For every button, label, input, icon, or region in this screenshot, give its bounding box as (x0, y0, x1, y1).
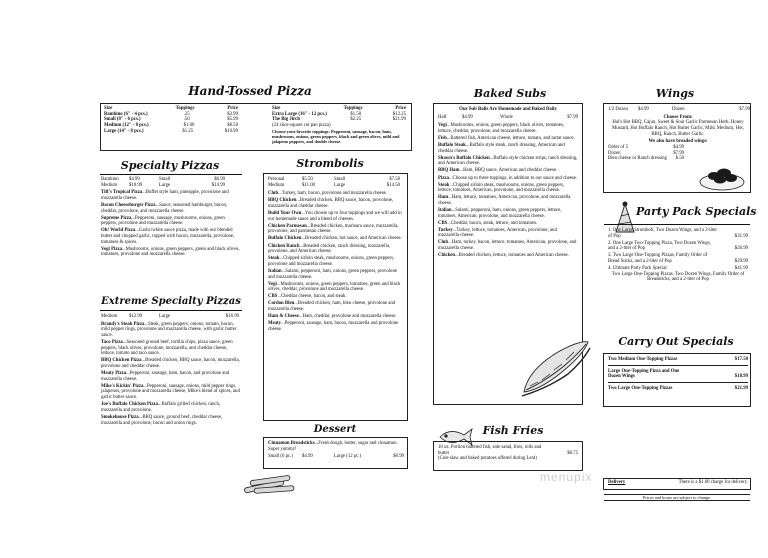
divider (100, 174, 242, 175)
item-name: Steak (268, 256, 280, 262)
specialty-title: Specialty Pizzas (120, 159, 220, 172)
choose-toppings-note: Choose your favorite toppings: Pepperoni, sausage, bacon, ham, mushrooms, onions, green peppers, black and green olives, mild and jalapeno peppers, and double cheese. (272, 128, 400, 144)
menu-item (268, 244, 404, 255)
item-desc: ...Pepperoni, sausage, mushrooms, onions, green peppers, provolone and mozzarella cheese. (101, 215, 225, 227)
price: $31.99 (734, 233, 748, 239)
price: $3.99 (227, 111, 238, 117)
hand-tossed-title: Hand-Tossed Pizza (188, 84, 312, 98)
size: Medium (12" - 8 pcs.) (104, 122, 149, 128)
price: $4.99 (673, 144, 684, 150)
specialty-section (101, 177, 241, 259)
party-pack-item (608, 228, 748, 239)
subs-title: Baked Subs (473, 87, 547, 100)
price: $7.50 (389, 177, 400, 182)
menu-item (101, 203, 241, 214)
item-desc: ...Ham, lettuce, tomatoes, American, provolone, and mozzarella cheese. (438, 195, 571, 206)
item-desc: ...Steak, green peppers, onions, tomato, bacon, mild pepper rings, provolone and mozzarella cheese, with garlic butter sauce. (101, 321, 237, 338)
menu-item (268, 314, 404, 320)
carry-out-section (608, 357, 748, 392)
menu-item (268, 441, 404, 452)
watermark: menupix (540, 470, 593, 484)
item-name: Oh! World Pizza (101, 228, 136, 234)
item-name: Buffalo Steak (438, 143, 466, 149)
item-desc: ...Mushrooms, onions, green peppers, green and black olives, tomatoes, provolone and mozzarella cheese. (101, 246, 240, 258)
item-desc: ...Pepperoni, sausage, ham, bacon, and provolone and mozzarella cheese. (101, 371, 230, 382)
wings-plate-icon (698, 160, 746, 192)
strombolis-section (268, 177, 404, 334)
item-desc: ...Fresh dough, butter, sugar and cinnamon. Super yummy! (268, 441, 398, 452)
price: $14.50 (386, 182, 400, 188)
menu-item (438, 221, 578, 227)
price: $12.99 (129, 314, 143, 319)
menu-item (101, 322, 241, 339)
menu-item (268, 294, 404, 300)
price: $5.99 (227, 117, 238, 123)
strombolis-title: Strombolis (296, 157, 364, 170)
price: $4.99 (129, 177, 140, 182)
item-desc: ...Pepperoni, sausage, onions, mild pepper rings, jalapenos, provolone and mozzarella cheese, Mike's blend of spices, and garlic butter sauce. (101, 383, 240, 401)
choose-from: Choose From: (663, 114, 693, 120)
breaded-wings-title: We also have breaded wings: (648, 139, 708, 145)
menu-item (438, 156, 578, 167)
price: $26.99 (734, 246, 748, 252)
carry-out-title: Carry Out Specials (618, 335, 734, 348)
item-desc: ...Breaded chicken, ham, bleu cheese, provolone and mozzarella cheese. (268, 301, 396, 313)
item-desc: ...Salami, pepperoni, ham, onions, green peppers, provolone and mozzarella cheese. (268, 268, 397, 280)
delivery-label: Delivery (608, 480, 626, 485)
price: $29.99 (734, 259, 748, 265)
wing-flavors: Hal's Hot BBQ, Cajun, Sweet & Sour Garlic Parmesan Herb, Honey Mustard, Hot Buffalo Ranch, Hot Butter Garlic, Mild, Medium, Hot, BBQ, Ranch, Butter Garlic. (612, 120, 744, 137)
item-name: Smokehouse Pizza (101, 414, 139, 420)
item-desc: ...Breaded chicken, marinara sauce, mozzarella, provolone, and parmesan cheese. (268, 223, 399, 235)
menu-item (438, 136, 578, 142)
item-desc: ...Seasoned ground beef, tortilla chips, pizza sauce, green peppers, black olives, provolone, mozzarella, and cheddar cheese, lettuce, tomato and taco sauce. (101, 340, 233, 357)
price: $11.00 (302, 182, 316, 188)
menu-item (101, 340, 241, 357)
price: $6.99 (393, 453, 404, 459)
item-text: Two Large One-Topping Pizzas (608, 385, 673, 391)
item-name: Italian (268, 268, 282, 274)
party-pack-title: Party Pack Specials (636, 205, 757, 218)
item-text: 3. Two Large One-Topping Pizzas, Family Order of Bread Sticks, and a 2-liter of Pop (608, 253, 708, 265)
menu-item (101, 371, 241, 382)
item-name: Tiff's Tropical Pizza (101, 190, 143, 196)
menu-item (268, 256, 404, 267)
extreme-title: Extreme Specialty Pizzas (101, 296, 241, 307)
wings-title: Wings (655, 87, 695, 100)
topping-price: $1.50 (350, 111, 362, 117)
item-name: Chicken (438, 253, 456, 259)
size: Half (438, 114, 447, 120)
col-toppings: Toppings (175, 106, 195, 111)
item-desc: ...Pepperoni, sausage, ham, bacon, mozzarella and provolone cheese. (268, 321, 399, 332)
fish-fry-note: (Cole slaw and baked potatoes offered during Lent) (438, 456, 537, 462)
col-toppings: Toppings (343, 106, 363, 111)
topping-price: $1.25 (182, 128, 194, 134)
menu-item (268, 224, 404, 235)
price: $6.99 (214, 177, 225, 182)
size: Small (334, 177, 346, 182)
item-desc: ...You choose up to four toppings and we will add in our homemade sauce and a blend of cheeses. (268, 211, 402, 222)
item-name: Meaty (268, 321, 282, 327)
menu-item (101, 247, 241, 258)
price: $10.99 (129, 182, 143, 188)
item-name: Supreme Pizza (101, 215, 132, 221)
menu-item (268, 236, 404, 242)
col-price: Price (227, 106, 238, 111)
item-name: CBS (438, 220, 448, 226)
item-name: Pizza (438, 175, 449, 181)
item-desc: ...Turkey, lettuce, tomatoes, American, provolone, and mozzarella cheese. (438, 227, 557, 239)
divider (100, 310, 242, 311)
size: Large (14" - 8 pcs.) (104, 128, 144, 134)
item-text: 1. One Large Stromboli, Two Dozen Wings, and a 2-liter of Pop (608, 228, 717, 239)
wings-section (608, 107, 748, 162)
menu-item (101, 358, 241, 369)
menu-item (438, 228, 578, 239)
fish-fry-desc: 10 oz. Portion battered fish, side salad, fries, rolls and butter (438, 445, 542, 456)
price: $12.25 (392, 111, 406, 117)
price: $10.99 (224, 128, 238, 134)
item-desc: ...Mushrooms, onions, green peppers, black olives, tomatoes, lettuce, cheddar, provolone, and mozzarella cheese. (438, 123, 565, 134)
item-name: Bacon Cheeseburger Pizza (101, 203, 156, 209)
item-name: Brandy's Steak Pizza (101, 321, 145, 327)
item-text: 2. One Large Two-Topping Pizza, Two Dozen Wings, and a 2-liter of Pop (608, 240, 711, 252)
menu-item (438, 143, 578, 154)
size: Personal (268, 177, 285, 182)
item-name: Cordon Bleu (268, 301, 295, 307)
size: Small (159, 177, 171, 182)
price: $14.99 (211, 182, 225, 188)
menu-item (438, 208, 578, 219)
item-text: Large One-Topping Pizza and One Dozen Wings (608, 368, 680, 380)
size: Dozen (608, 150, 621, 156)
carry-out-item (608, 369, 748, 383)
price: $41.99 (734, 266, 748, 272)
topping-price: $1.00 (183, 122, 195, 128)
hand-tossed-right (272, 106, 406, 144)
breadsticks-icon (240, 470, 300, 496)
item-desc: ...Breaded chicken, BBQ sauce, bacon, mozzarella, provolone and cheddar cheese. (101, 358, 240, 370)
party-pack-item-detail: Two Large One-Topping Pizzas, Two Dozen Wings, Family Order of Breadsticks, and a 2-liter of Pop (611, 271, 745, 283)
fish-fries-section (438, 445, 578, 462)
menu-item (268, 321, 404, 332)
item-name: Shawn's Buffalo Chicken (438, 155, 490, 161)
party-pack-section (608, 228, 748, 283)
size: Dozen (672, 107, 685, 112)
size: Large (159, 182, 171, 188)
price: $.50 (675, 156, 684, 162)
price: $16.99 (225, 314, 239, 319)
menu-item (101, 415, 241, 426)
item-desc: ...Ham, cheddar, provolone and mozzarella cheese. (298, 314, 397, 320)
menu-item (438, 240, 578, 251)
size: The Big Jirch (272, 117, 300, 123)
item-name: Meaty Pizza (101, 371, 127, 377)
menu-item (438, 183, 578, 194)
price: $7.99 (739, 107, 750, 112)
size: 1/2 Dozen (608, 107, 628, 112)
item-desc: ...Breaded chicken, hot sauce, and American cheese. (301, 236, 402, 242)
item-name: BBQ Chicken Pizza (101, 358, 142, 364)
carry-out-item (608, 386, 748, 392)
item-desc: ...Sauce, seasoned hamburger, bacon, cheddar, provolone, and mozzarella cheese. (101, 203, 228, 214)
item-name: Vegi (438, 123, 447, 129)
item-name: Buffalo Chicken (268, 236, 302, 242)
item-name: Mike's Kickin' Pizza (101, 383, 144, 389)
item-desc: ...BBQ sauce, ground beef, cheddar cheese, mozzarella and provolone, bacon and onion rings. (101, 414, 223, 426)
price-notice: Prices and hours are subject to change. (604, 494, 750, 501)
item-name: Cinnamon Breadsticks (268, 441, 315, 446)
menu-item (438, 253, 578, 259)
size: Small (6 pc.) (268, 453, 293, 459)
item-desc: ...Battered fish, American cheese, lettuce, tomato, and tartar sauce. (446, 136, 575, 142)
size: Large (159, 314, 171, 319)
item-name: Ham (438, 195, 449, 201)
menu-item (438, 176, 578, 182)
size: Large (334, 182, 346, 188)
item-desc: ...Choose up to three toppings, in addition to our sauce and cheese. (448, 175, 578, 181)
price: $7.99 (673, 150, 684, 156)
item-desc: ...Cheddar cheese, bacon, and steak. (277, 294, 347, 300)
size: Medium (101, 182, 118, 188)
price: $4.99 (462, 114, 473, 120)
item-desc: ...Mushrooms, onions, green peppers, tomatoes, green and black olives, cheddar, provolone and mozzarella cheese. (268, 281, 401, 293)
item-desc: ...Cheddar, bacon, steak, lettuce, and tomatoes. (447, 220, 538, 226)
item-name: Steak (438, 182, 450, 188)
price: $7.99 (567, 114, 578, 120)
menu-item (268, 269, 404, 280)
item-name: Fish (438, 136, 447, 142)
menu-item (268, 282, 404, 293)
cut-note: (24 slice-square cut pan pizza) (272, 122, 331, 128)
party-pack-item (608, 241, 748, 252)
item-name: Taco Pizza (101, 340, 123, 346)
item-name: Club (268, 191, 279, 197)
item-name: BBQ Chicken (268, 198, 297, 204)
price: $4.99 (638, 107, 649, 112)
size: Extra Large (16" - 12 pcs.) (272, 111, 327, 117)
size: Small (8" - 6 pcs.) (104, 117, 141, 123)
menu-item (268, 211, 404, 222)
item-desc: ...Chipped sirloin steak, mushrooms, onions, green peppers, provolone and mozzarella cheese. (268, 256, 395, 267)
item-name: Turkey (438, 227, 453, 233)
fish-fries-title: Fish Fries (482, 424, 544, 437)
item-desc: ...Buffalo grilled chicken, ranch, mozzarella and provolone. (101, 402, 221, 413)
size: Bambino (6" - 4 pcs.) (104, 111, 148, 117)
delivery-text: There is a $1.00 charge for delivery. (678, 480, 748, 485)
item-name: Vegi Pizza (101, 246, 123, 252)
item-desc: ...Chipped sirloin steak, mushrooms, onions, green peppers, lettuce, tomatoes, American, provolone, and mozzarella cheese. (438, 182, 565, 194)
menu-item (438, 123, 578, 134)
item-name: Ham & Cheese (268, 314, 299, 320)
menu-item (101, 190, 241, 201)
item-desc: ...Breaded chicken, ranch dressing, mozzarella, provolone, and American cheese. (268, 243, 391, 255)
item-desc: ...Buffalo style chicken strips, ranch dressing, and American cheese. (438, 155, 578, 167)
menu-item (438, 195, 578, 206)
size: Medium (101, 314, 118, 319)
menu-item (101, 228, 241, 245)
item-name: BBQ Ham (438, 168, 460, 174)
item-text: Two Medium One-Topping Pizzas (608, 357, 678, 362)
price: $21.99 (392, 117, 406, 123)
item-desc: ...Breaded chicken, lettuce, tomatoes and American cheese. (455, 253, 569, 259)
sub-sandwich-icon (518, 330, 594, 404)
size: Whole (500, 114, 513, 120)
size: Medium (268, 182, 285, 188)
size: Bleu cheese or Ranch dressing (608, 156, 667, 162)
dessert-section (268, 441, 404, 459)
menu-item (101, 384, 241, 401)
item-desc: ...Buffet style ham, pineapple, provolone and mozzarella cheese. (101, 190, 229, 201)
menu-item (438, 168, 578, 174)
item-name: Italian (438, 207, 452, 213)
price: $4.99 (302, 453, 313, 459)
price: $21.99 (734, 385, 748, 391)
item-desc: ...Breaded chicken, BBQ sauce, bacon, provolone, mozzarella and cheddar cheese. (268, 198, 394, 210)
subs-section (438, 107, 578, 260)
item-name: Build Your Own (268, 211, 302, 217)
item-desc: ...Ham, turkey, bacon, lettuce, tomatoes, American, provolone, and mozzarella cheese. (438, 240, 577, 252)
carry-out-item (608, 357, 748, 366)
item-name: Chicken Parmesan (268, 223, 307, 229)
party-pack-item (608, 253, 748, 264)
item-name: CBS (268, 294, 278, 300)
col-size: Size (104, 106, 113, 111)
price: $8.75 (567, 450, 578, 456)
extreme-section (101, 314, 241, 428)
price: $8.50 (227, 122, 238, 128)
hand-tossed-left (104, 106, 238, 134)
item-name: Vegi (268, 281, 277, 287)
menu-item (268, 301, 404, 312)
item-name: Club (438, 240, 449, 246)
size: Order of 5 (608, 144, 628, 150)
price: $5.50 (302, 177, 313, 182)
menu-item (268, 198, 404, 209)
item-desc: ...Buffalo style steak, ranch dressing, American and cheddar cheese. (438, 143, 565, 154)
item-desc: ...Ham, BBQ sauce, American and cheddar cheese. (459, 168, 558, 174)
col-price: Price (395, 106, 406, 111)
price: $17.50 (734, 357, 748, 362)
price-row (104, 129, 238, 135)
menu-item (101, 216, 241, 227)
col-size: Size (272, 106, 281, 111)
size: Large (12 pc.) (334, 453, 362, 459)
item-text: 4. Ultimate Party Pack Special (608, 266, 667, 272)
delivery-section (608, 480, 748, 486)
item-name: Joe's Buffalo Chicken Pizza (101, 402, 158, 408)
divider (604, 224, 750, 225)
topping-price: .50 (183, 117, 190, 123)
topping-price: $2.25 (350, 117, 362, 123)
item-name: Chicken Ranch (268, 243, 300, 249)
subs-intro: Our Sub Rolls Are Homemade and Baked Daily (459, 107, 557, 112)
menu-item (268, 191, 404, 197)
size: Bambino (101, 177, 119, 182)
menu-item (101, 402, 241, 413)
dessert-title: Dessert (313, 424, 357, 435)
price: $18.99 (734, 374, 748, 380)
topping-price: .25 (183, 111, 190, 117)
item-desc: ...Turkey, ham, bacon, provolone and mozzarella cheese. (278, 191, 388, 197)
item-desc: ...Garlic/white sauce pizza, made with our blended butter and chopped garlic, topped with bacon, mozzarella, provolone, tomatoes & spices. (101, 228, 235, 245)
item-desc: ...Salami, pepperoni, ham, onions, green peppers, lettuce, tomatoes, American, provolone, and mozzarella cheese. (438, 207, 562, 219)
